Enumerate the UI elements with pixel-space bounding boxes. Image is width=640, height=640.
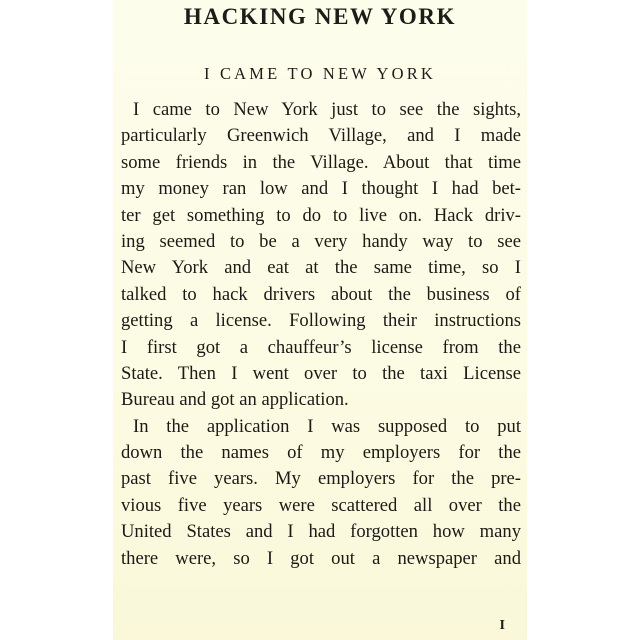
text-line: my money ran low and I thought I had bet- xyxy=(121,178,521,200)
text-line: ing seemed to be a very handy way to see xyxy=(121,230,521,252)
text-line: past five years. My employers for the pre- xyxy=(121,468,521,490)
text-line: In the application I was supposed to put xyxy=(133,415,521,437)
text-line: talked to hack drivers about the business of xyxy=(121,283,521,305)
body-text xyxy=(121,97,521,572)
text-line: New York and eat at the same time, so I xyxy=(121,257,521,279)
text-line: ter get something to do to live on. Hack driv- xyxy=(121,204,521,226)
paragraph-1 xyxy=(121,97,521,414)
running-head: HACKING NEW YORK xyxy=(183,4,457,29)
page-number: I xyxy=(499,618,505,633)
paragraph-2 xyxy=(121,414,521,572)
book-page xyxy=(113,0,527,640)
text-line: Bureau and got an application. xyxy=(121,389,349,411)
text-line: I first got a chauffeur’s license from the xyxy=(121,336,521,358)
text-line: State. Then I went over to the taxi License xyxy=(121,362,521,384)
chapter-title: I CAME TO NEW YORK xyxy=(203,64,437,83)
text-line: getting a license. Following their instructions xyxy=(121,310,521,332)
text-line: United States and I had forgotten how many xyxy=(121,521,521,543)
text-line: I came to New York just to see the sights, xyxy=(133,99,521,120)
text-line: some friends in the Village. About that time xyxy=(121,151,521,173)
text-line: particularly Greenwich Village, and I made xyxy=(121,125,521,147)
text-line: vious five years were scattered all over the xyxy=(121,494,521,516)
text-line: there were, so I got out a newspaper and xyxy=(121,547,521,569)
text-line: down the names of my employers for the xyxy=(121,442,521,464)
